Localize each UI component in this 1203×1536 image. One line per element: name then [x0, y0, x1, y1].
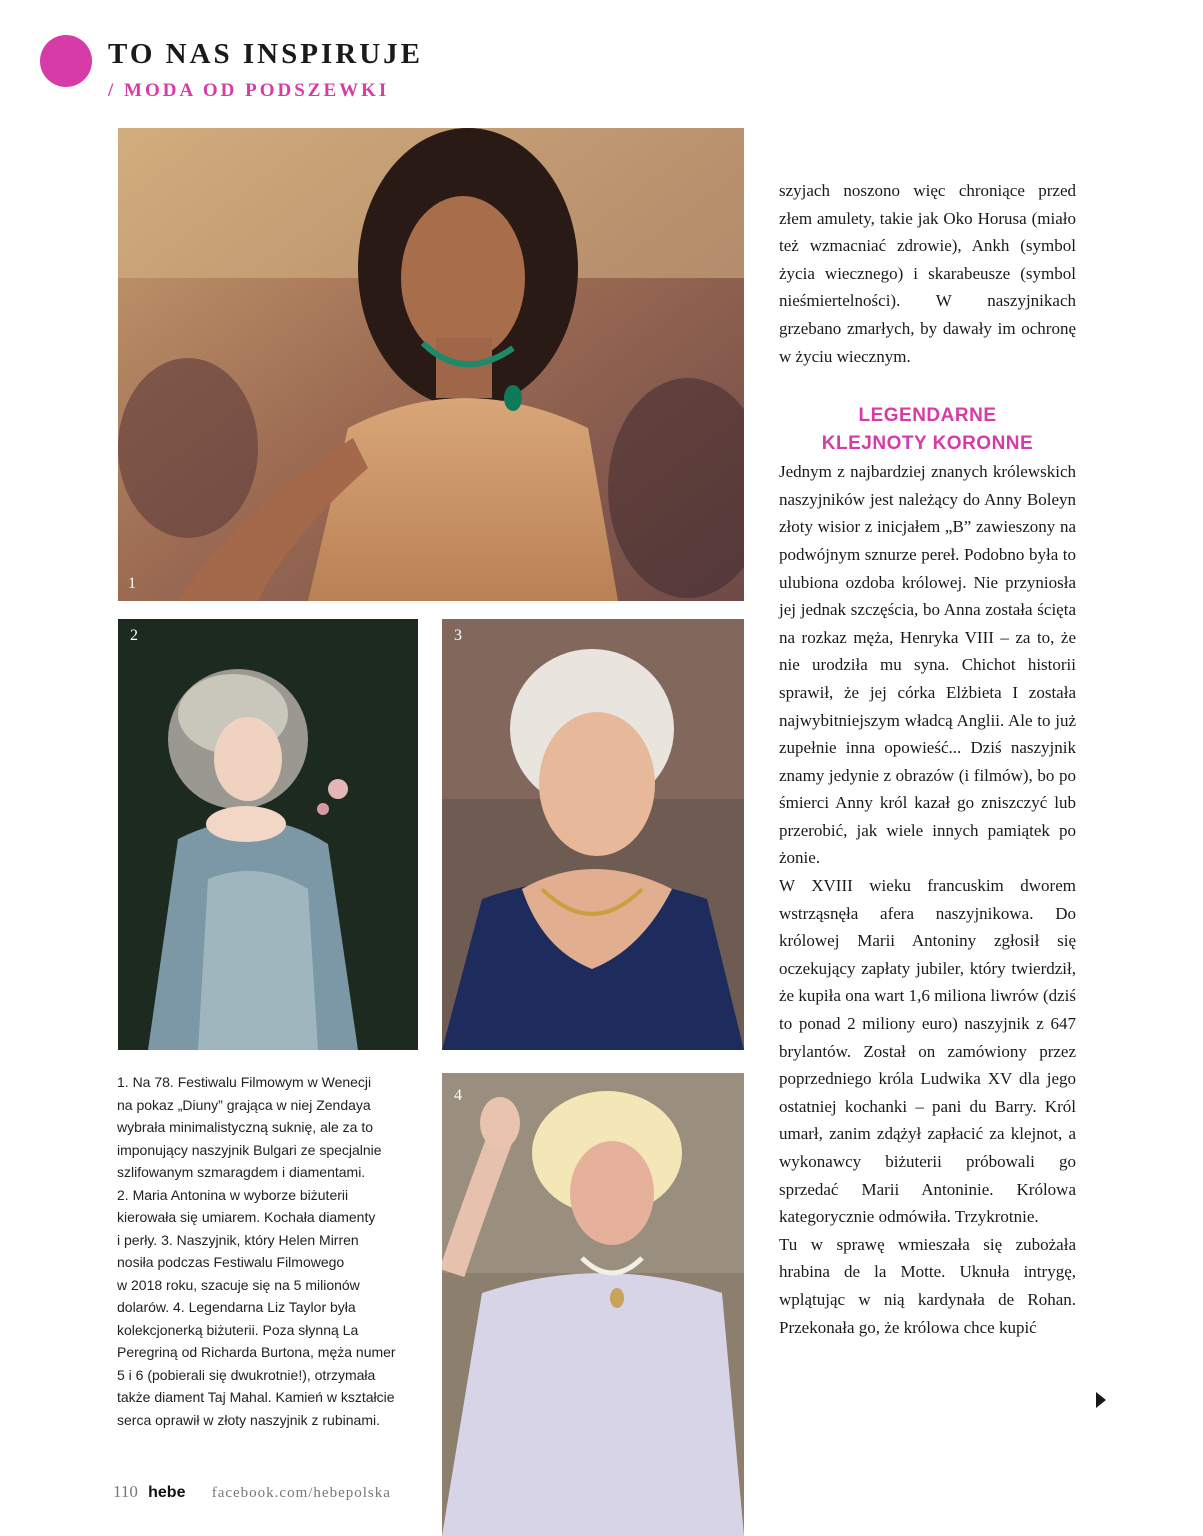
caption-line: 2. Maria Antonina w wyborze biżuterii — [117, 1186, 349, 1203]
section-subtitle: / MODA OD PODSZEWKI — [108, 80, 390, 101]
photo-number: 3 — [454, 627, 462, 644]
caption-line: imponujący naszyjnik Bulgari ze specjalnie — [117, 1141, 382, 1158]
article-subheading — [779, 402, 1076, 458]
caption-line: wybrała minimalistyczną suknię, ale za to — [117, 1119, 373, 1135]
page-number: 110 — [113, 1482, 138, 1501]
page-footer — [113, 1482, 391, 1502]
section-title: TO NAS INSPIRUJE — [108, 38, 423, 70]
photo-liz-taylor — [442, 1073, 744, 1536]
caption-line: szlifowanym szmaragdem i diamentami. — [117, 1164, 366, 1180]
continue-arrow-icon — [1096, 1392, 1106, 1408]
caption-line: Peregriną od Richarda Burtona, męża numer — [117, 1344, 396, 1360]
photo-caption — [117, 1071, 425, 1431]
photo-helen-mirren — [442, 619, 744, 1050]
photo-number: 1 — [128, 575, 136, 592]
article-paragraph: Tu w sprawę wmieszała się zubożała hrabina de la Motte. Uknuła intrygę, wplątując w nią kardynała de Rohan. Przekonała go, że królowa chce kupić — [779, 1234, 1076, 1337]
caption-line: dolarów. 4. Legendarna Liz Taylor była — [117, 1299, 356, 1315]
caption-line: kolekcjonerką biżuterii. Poza słynną La — [117, 1321, 359, 1338]
article-intro: szyjach noszono więc chroniące przed złem amulety, takie jak Oko Horusa (miało też wzmacniać zdrowie), Ankh (symbol życia wiecznego) i skarabeusze (symbol nieśmiertelności). W naszyjnikach grzebano zmarłych, by dawały im ochronę w życiu wiecznym. — [779, 181, 1076, 366]
caption-line: w 2018 roku, szacuje się na 5 milionów — [117, 1276, 360, 1293]
caption-line: 5 i 6 (pobierali się dwukrotnie!), otrzymała — [117, 1366, 376, 1383]
caption-line: na pokaz „Diuny” grająca w niej Zendaya — [117, 1096, 371, 1113]
caption-line: 1. Na 78. Festiwalu Filmowym w Wenecji — [117, 1074, 372, 1090]
caption-line: i perły. 3. Naszyjnik, który Helen Mirren — [117, 1231, 359, 1248]
caption-line: kierowała się umiarem. Kochała diamenty — [117, 1209, 376, 1225]
photo-marie-antoinette — [118, 619, 418, 1050]
subheading-line: KLEJNOTY KORONNE — [821, 433, 1034, 455]
article-body — [779, 177, 1076, 1341]
subheading-line: LEGENDARNE — [858, 405, 997, 427]
brand-logo: hebe — [148, 1484, 186, 1501]
facebook-link[interactable]: facebook.com/hebepolska — [211, 1485, 391, 1501]
article-paragraph: W XVIII wieku francuskim dworem wstrząsnęła afera naszyjnikowa. Do królowej Marii Antoniny zgłosił się oczekujący zapłaty jubiler, który twierdził, że kupiła ona wart 1,6 miliona liwrów (dziś to ponad 2 miliony euro) naszyjnik z 647 brylantów. Został on zamówiony przez poprzedniego króla Ludwika XV dla jego ostatniej kochanki – pani du Barry. Król umarł, zanim zdążył zapłacić za klejnot, a wykonawcy biżuterii próbowali go sprzedać Marii Antoninie. Królowa kategorycznie odmówiła. Trzykrotnie. — [779, 876, 1076, 1227]
photo-number: 4 — [454, 1087, 462, 1104]
photo-zendaya — [118, 128, 744, 601]
caption-line: także diament Taj Mahal. Kamień w kształcie — [117, 1389, 395, 1405]
photo-number: 2 — [130, 627, 138, 644]
caption-line: serca oprawił w złoty naszyjnik z rubinami. — [117, 1411, 380, 1428]
article-paragraph: Jednym z najbardziej znanych królewskich naszyjników jest należący do Anny Boleyn złoty wisior z inicjałem „B” zawieszony na podwójnym sznurze pereł. Podobno była to ulubiona ozdoba królowej. Nie przyniosła jej jednak szczęścia, bo Anna została ścięta na rozkaz męża, Henryka VIII – za to, że nie urodziła mu syna. Chichot historii sprawił, że jej córka Elżbieta I została najwybitniejszym władcą Anglii. Ale to już zupełnie inna opowieść... Dziś naszyjnik znamy jedynie z obrazów (i filmów), bo po śmierci Anny król kazał go zniszczyć lub przerobić, jak wiele innych pamiątek po żonie. — [779, 462, 1076, 868]
caption-line: nosiła podczas Festiwalu Filmowego — [117, 1254, 345, 1270]
section-dot-icon — [40, 35, 92, 87]
